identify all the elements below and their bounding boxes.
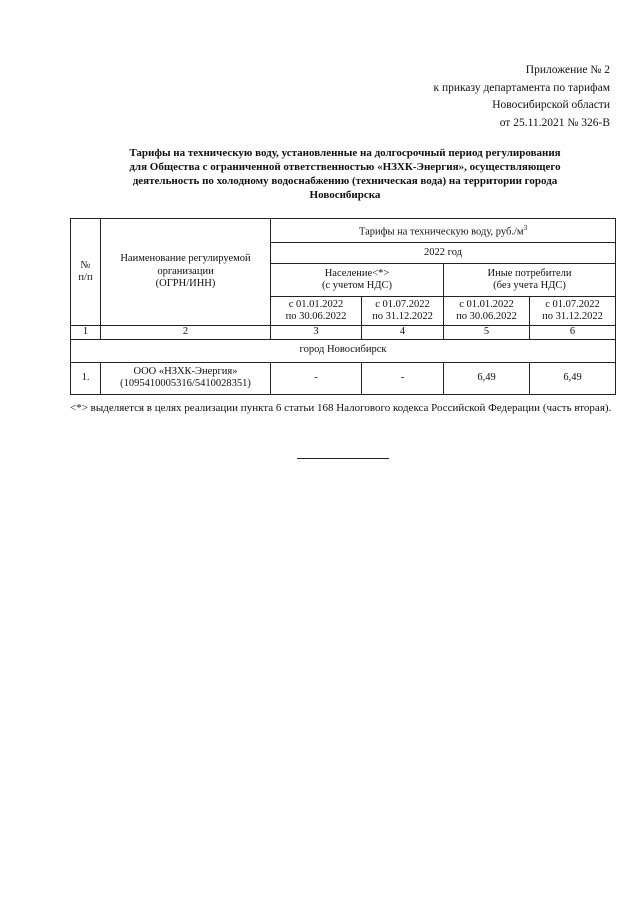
title-line: деятельность по холодному водоснабжению (техническая вода) на территории города [132, 175, 558, 187]
appendix-line: к приказу департамента по тарифам [433, 81, 610, 94]
table-header-row [71, 219, 616, 243]
footnote-text: <*> выделяется в целях реализации пункта 6 статьи 168 Налогового кодекса Российской Федерации (часть вторая). [70, 402, 612, 414]
header-cell-population: Население<*> (с учетом НДС) [271, 264, 444, 297]
column-number: 6 [530, 326, 616, 340]
tariffs-table [70, 218, 616, 395]
section-row [71, 339, 616, 362]
row-value: - [362, 362, 444, 394]
unit-superscript: 3 [523, 224, 528, 232]
column-number: 3 [271, 326, 362, 340]
footnote [70, 401, 615, 416]
document-title [70, 146, 620, 202]
table-row [71, 362, 616, 394]
title-line: Тарифы на техническую воду, установленные на долгосрочный период регулирования [129, 147, 561, 159]
column-numbers-row [71, 326, 616, 340]
row-value: - [271, 362, 362, 394]
section-city: город Новосибирск [71, 339, 616, 362]
appendix-line: Приложение № 2 [525, 64, 610, 76]
appendix-header [433, 62, 610, 132]
column-number: 1 [71, 326, 101, 340]
column-number: 2 [101, 326, 271, 340]
title-line: Новосибирска [309, 189, 381, 201]
appendix-line: Новосибирской области [492, 99, 610, 111]
row-value: 6,49 [444, 362, 530, 394]
header-cell-period: с 01.07.2022 по 31.12.2022 [530, 297, 616, 326]
header-cell-period: с 01.01.2022 по 30.06.2022 [271, 297, 362, 326]
header-cell-organization: Наименование регулируемой организации (ОГРН/ИНН) [101, 219, 271, 326]
row-number: 1. [71, 362, 101, 394]
column-number: 4 [362, 326, 444, 340]
header-cell-period: с 01.07.2022 по 31.12.2022 [362, 297, 444, 326]
header-cell-other-consumers: Иные потребители (без учета НДС) [444, 264, 616, 297]
closing-rule [297, 458, 389, 459]
row-value: 6,49 [530, 362, 616, 394]
row-organization: ООО «НЗХК-Энергия» (1095410005316/5410028351) [101, 362, 271, 394]
appendix-line: от 25.11.2021 № 326-В [499, 116, 610, 129]
header-cell-period: с 01.01.2022 по 30.06.2022 [444, 297, 530, 326]
column-number: 5 [444, 326, 530, 340]
header-cell-number: № п/п [71, 219, 101, 326]
header-cell-tariffs: Тарифы на техническую воду, $руб./м^3$ [271, 219, 616, 243]
title-line: для Общества с ограниченной ответственностью «НЗХК-Энергия», осуществляющего [129, 161, 561, 173]
header-cell-year: 2022 год [271, 243, 616, 264]
